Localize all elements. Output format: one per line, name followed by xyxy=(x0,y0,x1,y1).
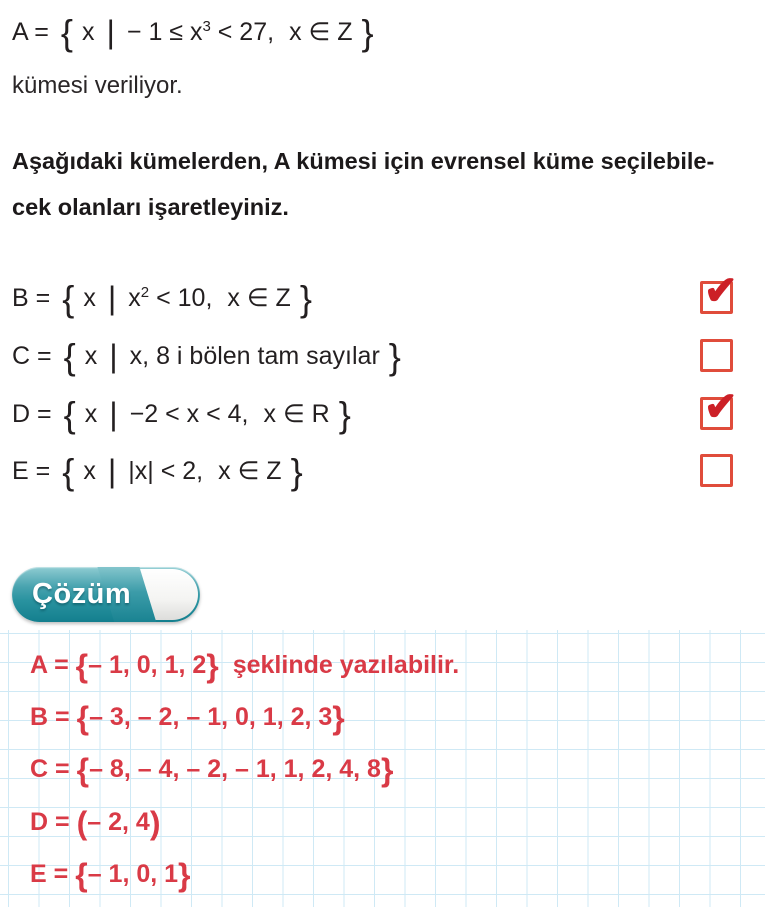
set-variable: x xyxy=(83,457,96,485)
open-brace: { xyxy=(62,277,75,319)
exponent: 3 xyxy=(202,18,211,35)
solution-elements: – 3, – 2, – 1, 0, 1, 2, 3 xyxy=(89,703,333,731)
solution-line-b xyxy=(30,700,345,735)
such-that-bar: | xyxy=(107,453,117,490)
close-brace: } xyxy=(178,856,191,893)
condition-text: − 1 ≤ x xyxy=(126,18,203,46)
solution-set-name: E = xyxy=(30,860,69,888)
option-row-b xyxy=(0,269,765,322)
close-brace: } xyxy=(206,647,219,684)
such-that-bar: | xyxy=(109,338,118,375)
close-brace: } xyxy=(338,393,351,435)
open-brace: { xyxy=(76,699,90,736)
option-b-checkbox[interactable] xyxy=(700,269,738,314)
instruction-line-1: Aşağıdaki kümelerden, A kümesi için evrensel küme seçilebile- xyxy=(12,148,715,174)
domain-text: x ∈ Z xyxy=(289,18,353,46)
option-row-d xyxy=(0,385,765,438)
condition-text: < 10, xyxy=(149,284,213,312)
such-that-bar: | xyxy=(106,14,115,51)
set-c-definition xyxy=(12,336,401,380)
condition-text: < 27, xyxy=(210,18,275,46)
solution-line-a xyxy=(30,648,459,683)
domain-text: x ∈ Z xyxy=(218,457,282,485)
open-brace: { xyxy=(62,450,75,492)
domain-text: x ∈ Z xyxy=(227,284,291,312)
option-e-checkbox[interactable] xyxy=(700,454,733,487)
condition-text: x, 8 i bölen tam sayılar xyxy=(129,342,380,370)
set-d-name: D = xyxy=(12,400,52,428)
solution-elements: – 8, – 4, – 2, – 1, 1, 2, 4, 8 xyxy=(89,755,381,783)
set-c-name: C = xyxy=(12,342,52,370)
open-brace: { xyxy=(63,393,76,435)
solution-set-name: D = xyxy=(30,808,70,836)
open-brace: { xyxy=(60,11,73,53)
set-b-name: B = xyxy=(12,284,51,312)
open-brace: ( xyxy=(76,804,88,841)
checkmark-icon: ✔ xyxy=(704,269,738,313)
instruction-line-2: cek olanları işaretleyiniz. xyxy=(12,194,289,220)
set-d-definition xyxy=(12,394,351,438)
condition-text: −2 < x < 4, xyxy=(129,400,249,428)
open-brace: { xyxy=(75,647,89,684)
such-that-bar: | xyxy=(109,396,118,433)
badge-label: Çözüm xyxy=(32,577,132,610)
set-a-definition xyxy=(12,12,374,56)
solution-line-c xyxy=(30,752,393,787)
option-c-checkbox[interactable] xyxy=(700,339,733,372)
option-row-c xyxy=(0,336,765,380)
close-brace: } xyxy=(332,699,345,736)
solution-note: şeklinde yazılabilir. xyxy=(232,651,460,679)
cozum-solution-badge[interactable] xyxy=(12,567,200,622)
set-variable: x xyxy=(84,400,98,428)
solution-set-name: A = xyxy=(30,651,69,679)
close-brace: } xyxy=(388,335,401,377)
solution-elements: – 1, 0, 1 xyxy=(87,860,179,888)
set-a-name: A = xyxy=(12,18,49,46)
such-that-bar: | xyxy=(107,280,117,317)
set-e-definition xyxy=(12,451,303,495)
set-e-name: E = xyxy=(12,457,51,485)
solution-panel xyxy=(0,630,765,907)
solution-set-name: B = xyxy=(30,703,70,731)
condition-text: x xyxy=(128,284,141,312)
open-brace: { xyxy=(75,856,88,893)
given-text: kümesi veriliyor. xyxy=(12,72,183,99)
close-brace: } xyxy=(380,751,394,788)
open-brace: { xyxy=(63,335,76,377)
solution-set-name: C = xyxy=(30,755,70,783)
close-brace: } xyxy=(361,11,374,53)
close-brace: } xyxy=(290,450,303,492)
solution-line-e xyxy=(30,857,191,892)
open-brace: { xyxy=(76,751,90,788)
solution-line-d xyxy=(30,805,160,840)
checkmark-icon: ✔ xyxy=(704,385,738,429)
option-d-checkbox[interactable] xyxy=(700,385,738,430)
domain-text: x ∈ R xyxy=(263,400,330,428)
set-variable: x xyxy=(83,284,96,312)
condition-text: |x| < 2, xyxy=(128,457,204,485)
set-b-definition xyxy=(12,278,312,322)
set-variable: x xyxy=(84,342,98,370)
solution-elements: – 1, 0, 1, 2 xyxy=(88,651,207,679)
set-variable: x xyxy=(81,18,95,46)
exponent: 2 xyxy=(140,284,150,301)
solution-elements: – 2, 4 xyxy=(87,808,150,836)
instruction-text xyxy=(12,138,760,230)
close-brace: ) xyxy=(149,804,161,841)
close-brace: } xyxy=(299,277,312,319)
option-row-e xyxy=(0,451,765,495)
